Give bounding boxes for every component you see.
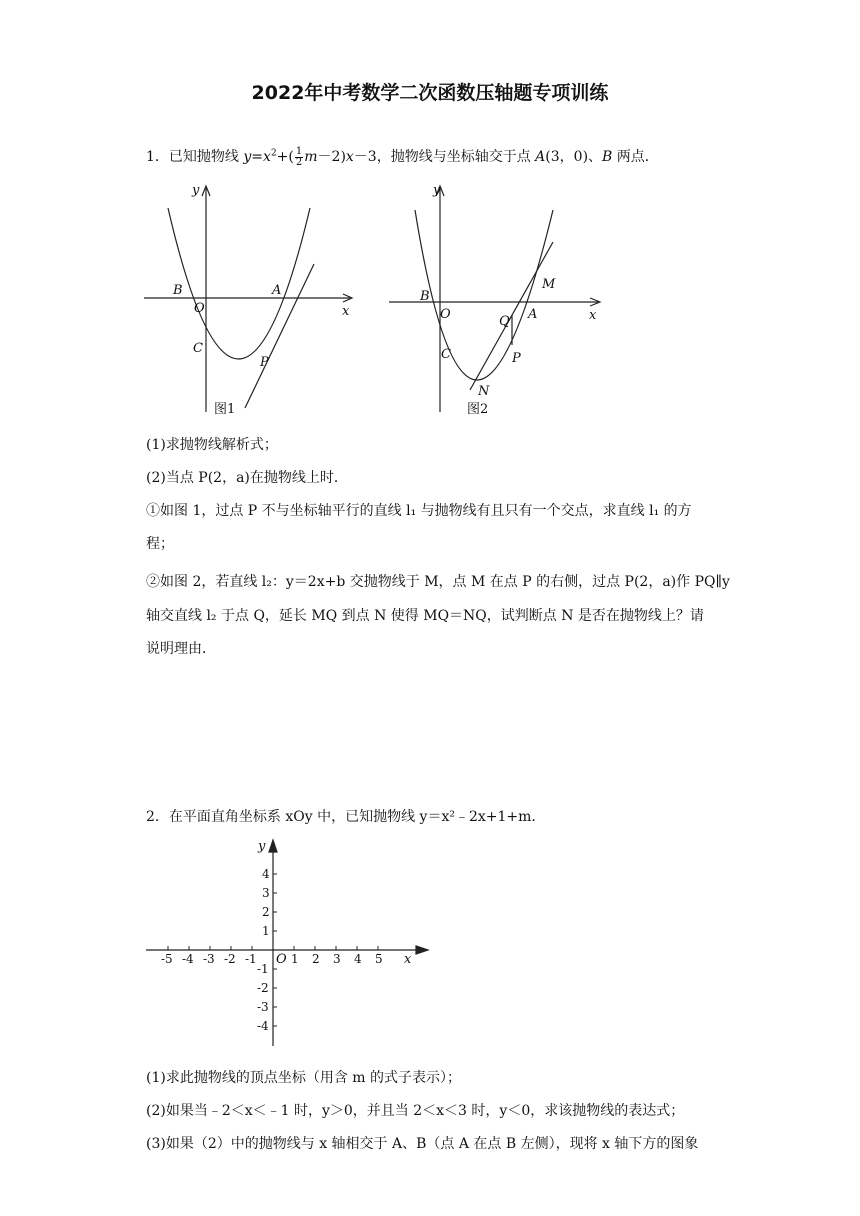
y-tick-label: -2: [257, 981, 269, 995]
point-m-label: M: [542, 277, 556, 292]
x-tick-label: -2: [224, 952, 236, 966]
figure-1-caption: 图1: [214, 402, 236, 417]
q2-part1: (1)求此抛物线的顶点坐标（用含 m 的式子表示）；: [146, 1070, 462, 1086]
page-title: 2022年中考数学二次函数压轴题专项训练: [251, 82, 609, 104]
y-tick-label: 4: [262, 867, 270, 881]
q2-part2: (2)如果当﹣2＜x＜﹣1 时，y＞0，并且当 2＜x＜3 时，y＜0，求该抛物线的表达式；: [146, 1103, 685, 1119]
y-label: y: [192, 183, 200, 198]
point-b-label: B: [173, 283, 183, 298]
y-axis-label: y: [258, 839, 266, 854]
x-axis-label: x: [404, 952, 412, 967]
figure-2: [385, 180, 610, 420]
point-c-label: C: [193, 341, 203, 356]
origin-label: O: [276, 952, 287, 967]
q1-part2b-line1: ②如图 2，若直线 l₂：y＝2x+b 交抛物线于 M，点 M 在点 P 的右侧，过点 P(2，a)作 PQ∥y: [146, 574, 730, 590]
x-tick-label: 5: [375, 952, 383, 966]
q1-part2b-line3: 说明理由．: [146, 641, 216, 657]
x-tick-label: 4: [354, 952, 362, 966]
figure-2-caption: 图2: [467, 402, 489, 417]
y-tick-label: 2: [262, 905, 270, 919]
q1-part2a-line2: 程；: [146, 536, 174, 552]
y-arrow: [269, 840, 277, 852]
x-tick-label: 2: [312, 952, 320, 966]
fraction: $\frac{1}{2}$: [295, 145, 303, 168]
y-tick-label: 1: [262, 924, 270, 938]
x-label: x: [342, 304, 350, 319]
q2-part3: (3)如果（2）中的抛物线与 x 轴相交于 A、B（点 A 在点 B 左侧），现将 x 轴下方的图象: [146, 1136, 699, 1152]
point-a-label: A: [528, 307, 538, 322]
point-b-label: B: [420, 289, 430, 304]
point-p-label: P: [512, 351, 521, 366]
point-c-label: C: [441, 347, 451, 362]
x-tick-label: -1: [245, 952, 257, 966]
figure-coordinate-plane: [140, 836, 430, 1051]
x-arrow: [416, 946, 428, 954]
origin-label: O: [440, 307, 451, 322]
point-p-label: P: [260, 355, 269, 370]
point-q-label: Q: [499, 314, 510, 329]
x-label: x: [589, 308, 597, 323]
origin-label: O: [194, 301, 205, 316]
y-tick-label: -4: [257, 1019, 269, 1033]
q1-stem: 1．已知抛物线 $y=x^2+$( $\frac{1}{2}$ m－2)x－3，抛物线与坐标轴交于点 A(3，0)、B 两点．: [146, 145, 659, 168]
q1-part2: (2)当点 P(2，a)在抛物线上时．: [146, 470, 348, 486]
x-tick-label: 3: [333, 952, 341, 966]
q1-part2b-line2: 轴交直线 l₂ 于点 Q，延长 MQ 到点 N 使得 MQ＝NQ，试判断点 N 是否在抛物线上？请: [146, 608, 704, 624]
q2-stem: 2．在平面直角坐标系 xOy 中，已知抛物线 y＝x²﹣2x+1+m．: [146, 809, 546, 825]
y-tick-label: -3: [257, 1000, 269, 1014]
point-n-label: N: [478, 384, 490, 399]
x-tick-label: 1: [291, 952, 299, 966]
y-label: y: [433, 183, 441, 198]
figure-1: [140, 180, 365, 420]
x-tick-label: -5: [161, 952, 173, 966]
parabola: [415, 210, 553, 380]
q1-part1: (1)求抛物线解析式；: [146, 437, 278, 453]
point-a-label: A: [272, 283, 282, 298]
x-tick-label: -4: [182, 952, 194, 966]
y-tick-label: -1: [257, 962, 269, 976]
x-tick-label: -3: [203, 952, 215, 966]
q1-part2a-line1: ①如图 1，过点 P 不与坐标轴平行的直线 l₁ 与抛物线有且只有一个交点，求直线 l₁ 的方: [146, 503, 692, 519]
parabola: [168, 208, 310, 359]
y-tick-label: 3: [262, 886, 270, 900]
